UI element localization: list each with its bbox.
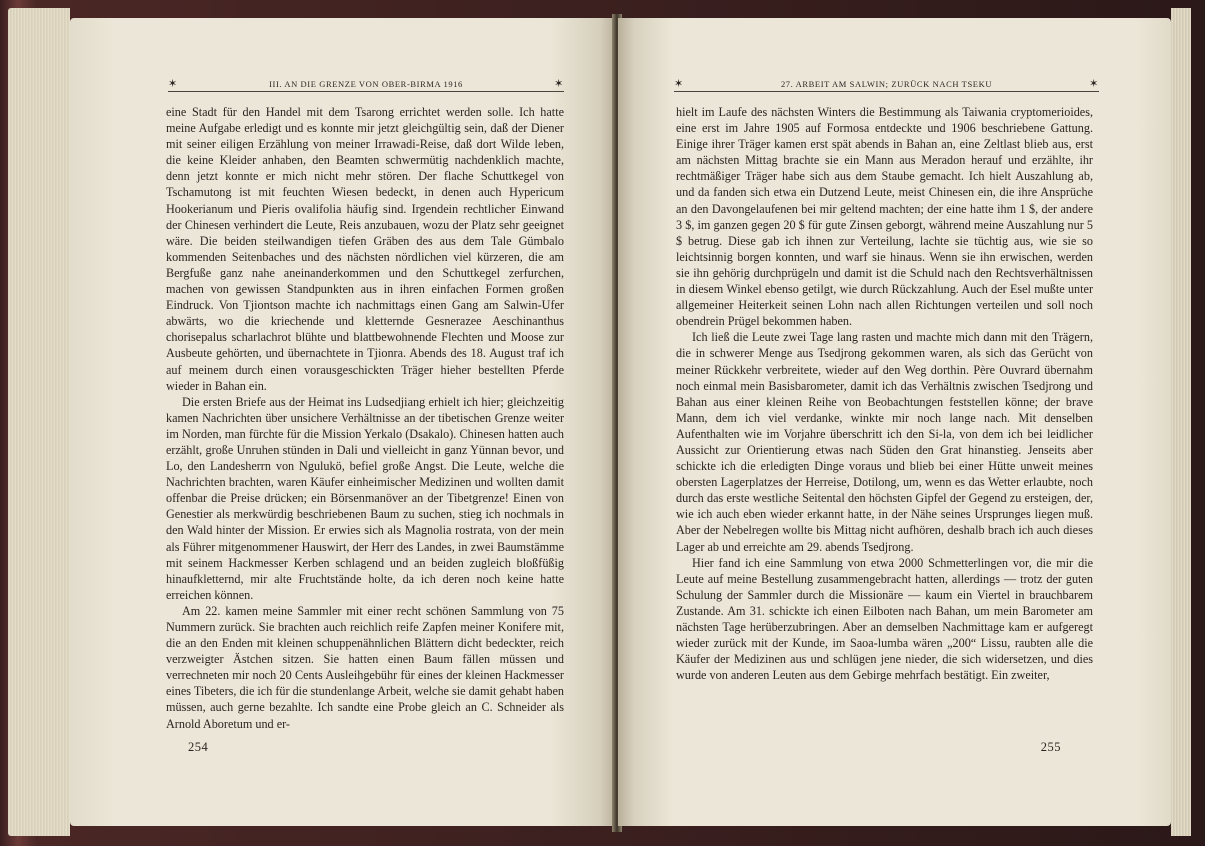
left-running-head-text: III. AN DIE GRENZE VON OBER-BIRMA 1916 bbox=[269, 79, 463, 89]
paragraph: Ich ließ die Leute zwei Tage lang rasten und machte mich dann mit den Trägern, die in schwerer Menge aus Tsedjrong gekommen waren, als sich das Gerücht von meiner Rückkehr verbreitete, wieder auf den Weg dorthin. Père Ouvrard übernahm noch einmal mein Basisbarometer, damit ich das Verhältnis zwischen Tsedjrong und Bahan aus einer kleinen Reihe von Beobachtungen feststellen könne; der brave Mann, dem ich viel verdanke, winkte mir noch lange nach. Mit denselben Aufenthalten wie im Vorjahre überschritt ich den Si-la, von dem ich bei leidlicher Aussicht zur Orientierung etwas nach Süden den Grat hinanstieg. Jenseits aber schickte ich die erledigten Dinge voraus und blieb bei einer Hütte unweit meines obersten Lagerplatzes der Herreise, Dotilong, um, wenn es das Wetter erlaubte, noch durch das erste westliche Seitental den höchsten Gipfel der Gegend zu ersteigen, der, wie ich auch eben wieder erkannt hatte, in der Nähe seines Ursprunges liegen muß. Aber der Nebelregen wollte bis Mittag nicht aufhören, deshalb brach ich auch dieses Lager ab und erreichte am 29. abends Tsedjrong. bbox=[676, 330, 1093, 554]
paragraph: Die ersten Briefe aus der Heimat ins Ludsedjiang erhielt ich hier; gleichzeitig kamen Nachrichten über unsichere Verhältnisse an der tibetischen Grenze weiter im Norden, man fürchte für die Mission Yerkalo (Dsakalo). Chinesen hatten auch erzählt, große Unruhen stünden in Dali und vielleicht in ganz Yünnan bevor, und Lo, den Landesherrn von Ngulukö, befiel große Angst. Die Leute, welche die Nachrichten brachten, waren Käufer einheimischer Medizinen und wollten damit offenbar die Preise drücken; ein Börsenmanöver an der Tibetgrenze! Einen von Genestier als merkwürdig beschriebenen Baum zu suchen, stieg ich nochmals in den Wald hinter der Mission. Er erwies sich als Magnolia rostrata, von der mein als Führer mitgenommener Hauswirt, der Herr des Landes, in zwei Baumstämme mit seinem Hackmesser Kerben schlagend und an beiden zugleich bloßfüßig hinaufkletternd, mir alte Fruchtstände holte, da ich deren noch keine hatte erreichen können. bbox=[166, 394, 564, 602]
right-running-head bbox=[674, 76, 1099, 92]
star-ornament-icon: ✶ bbox=[1089, 78, 1099, 90]
paragraph: hielt im Laufe des nächsten Winters die Bestimmung als Taiwania cryptomerioides, eine erst im Jahre 1905 auf Formosa entdeckte und 1906 beschriebene Gattung. Einige ihrer Träger kamen erst spät abends in Bahan an, eine Zeltlast blieb aus, erst am nächsten Mittag brachte sie ein Mann aus Meradon herauf und erzählte, ihr rechtmäßiger Träger habe sich aus dem Staube gemacht. Ich hielt Auszahlung ab, und da fanden sich etwa ein Dutzend Leute, meist Chinesen ein, die ihre Ansprüche an den Davongelaufenen bei mir geltend machten; der eine hatte ihm 1 $, der andere 3 $, im ganzen gegen 20 $ für gute Zinsen geborgt, während meine Auszahlung nur 5 $ betrug. Diese gab ich ihnen zur Verteilung, lachte sie tüchtig aus, wie sie so leichtsinnig borgen konnten, und warf sie hinaus. Wenn sie ihn erwischen, werden sie ihn gehörig durchprügeln und damit ist die Schuld nach den Rechtsverhältnissen in diesem Winkel ebenso getilgt, wie durch Rückzahlung. Auch der Esel mußte unter allgemeiner Heiterkeit seinen Lohn nach allen Richtungen verteilen und soll noch obendrein Prügel bekommen haben. bbox=[676, 105, 1093, 329]
star-ornament-icon: ✶ bbox=[168, 78, 178, 90]
paragraph: eine Stadt für den Handel mit dem Tsarong errichtet werden solle. Ich hatte meine Aufgabe erledigt und es konnte mir jetzt gleichgültig sein, daß der Diener mit seiner eiligen Erzählung von meiner Irrawadi-Reise, daß dort Wilde leben, die keine Kleider anhaben, den Beamten schwermütig nachdenklich machte, denn jetzt konnte er mich nicht mehr stören. Der flache Schuttkegel von Tschamutong ist mit feuchten Wiesen bedeckt, in denen auch Hypericum Hookerianum und Pieris ovalifolia häufig sind. Irgendein rechtlicher Einwand der Chinesen verhindert die Leute, Reis anzubauen, wozu der Platz sehr geeignet wäre. Die beiden steilwandigen tiefen Gräben des aus dem Tale Gümbalo kommenden Seitenbaches und des nächsten nördlichen viel kürzeren, die am Bergfuße ganz nahe aneinanderkommen und den Schuttkegel zerfurchen, machen von gewissen Standpunkten aus in ihren einfachen Formen großen Eindruck. Von Tjiontson machte ich nachmittags einen Gang am Salwin-Ufer abwärts, wo die kriechende und kletternde Gesnerazee Aeschinanthus chorisepalus scharlachrot blühte und blattbewohnende Flechten und Moose zur Ausbeute gehörten, und übernachtete in Tjionra. Abends des 18. August traf ich auf meinem durch einen vorausgeschickten Träger hieher bestellten Pferde wieder in Bahan ein. bbox=[166, 105, 564, 393]
page-edges-left bbox=[8, 8, 70, 836]
right-page-number: 255 bbox=[1040, 740, 1061, 754]
left-page-number: 254 bbox=[188, 740, 209, 754]
star-ornament-icon: ✶ bbox=[554, 78, 564, 90]
paragraph: Am 22. kamen meine Sammler mit einer recht schönen Sammlung von 75 Nummern zurück. Sie brachten auch reichlich reife Zapfen meiner Konifere mit, die an den Enden mit kleinen schuppenähnlichen Blättern dicht bedeckter, reich verzweigter Ästchen sitzen. Sie hatten einen Baum fällen müssen und verrechneten mir noch 20 Cents Ausleihgebühr für eines der kleinen Hackmesser eines Tibeters, die ich für die stundenlange Arbeit, welche sie damit gehabt haben müssen, auch gerne bezahlte. Ich sandte eine Probe gleich an C. Schneider als Arnold Aboretum und er- bbox=[166, 603, 565, 731]
page-edges-right bbox=[1171, 8, 1191, 836]
left-running-head bbox=[168, 76, 564, 92]
left-page bbox=[70, 18, 616, 826]
left-body-text bbox=[166, 104, 564, 732]
paragraph: Hier fand ich eine Sammlung von etwa 2000 Schmetterlingen vor, die mir die Leute auf meine Bestellung zusammengebracht hatten, allerdings — trotz der guten Schulung der Sammler durch die Missionäre — kaum ein Viertel in brauchbarem Zustande. Am 31. schickte ich einen Eilboten nach Bahan, um mein Barometer am nächsten Tage herüberzubringen. Aber an demselben Nachmittage kam er aufgeregt wieder zurück mit der Kunde, im Saoa-lumba wären „200“ Lissu, raubten alle die Käufer der Medizinen aus und schlügen jene nieder, die sich widersetzen, und dies wurde von anderen Leuten aus dem Gebirge mehrfach bestätigt. Ein zweiter, bbox=[676, 555, 1093, 683]
right-running-head-text: 27. ARBEIT AM SALWIN; ZURÜCK NACH TSEKU bbox=[780, 79, 993, 89]
right-body-text bbox=[676, 104, 1093, 683]
star-ornament-icon: ✶ bbox=[674, 78, 684, 90]
right-page bbox=[618, 18, 1171, 826]
